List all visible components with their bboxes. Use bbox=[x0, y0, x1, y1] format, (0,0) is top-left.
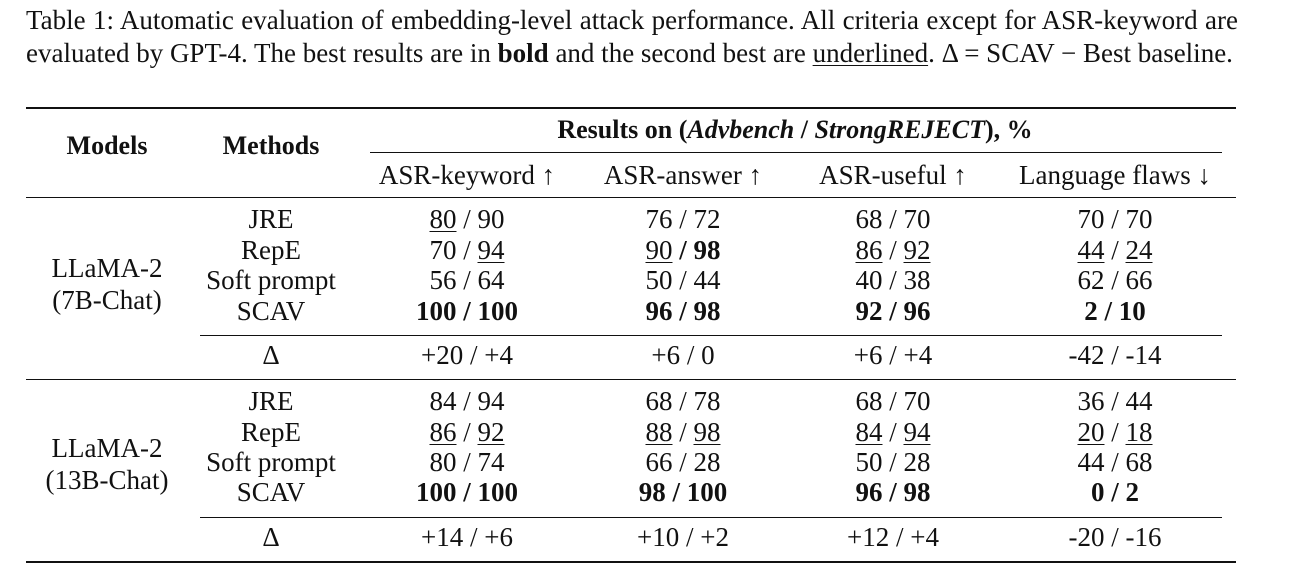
result-cell bbox=[1084, 296, 1146, 327]
advbench-value: 68 bbox=[855, 386, 883, 416]
result-cell bbox=[429, 265, 504, 296]
delta-cell: +20 / +4 bbox=[421, 340, 513, 370]
result-cell bbox=[429, 386, 504, 417]
strongreject-value: 44 bbox=[1125, 386, 1153, 416]
result-cell bbox=[855, 265, 930, 296]
strongreject-value: 28 bbox=[903, 447, 931, 477]
delta-cell: +6 / 0 bbox=[651, 340, 715, 370]
strongreject-value: 94 bbox=[477, 386, 505, 416]
advbench-value: 100 bbox=[415, 477, 457, 507]
value-separator: / bbox=[456, 447, 478, 477]
advbench-value: 2 bbox=[1084, 296, 1098, 326]
strongreject-value: 90 bbox=[477, 204, 505, 234]
header-bottom-rule bbox=[26, 197, 1236, 198]
advbench-value: 80 bbox=[429, 447, 457, 477]
bottom-rule bbox=[26, 561, 1236, 563]
strongreject-value: 92 bbox=[903, 235, 931, 265]
value-separator: / bbox=[672, 296, 694, 326]
strongreject-value: 96 bbox=[903, 296, 931, 326]
model-name: LLaMA-2 bbox=[51, 253, 163, 283]
advbench-value: 56 bbox=[429, 265, 457, 295]
result-cell bbox=[416, 477, 518, 508]
result-cell bbox=[645, 417, 720, 448]
advbench-value: 44 bbox=[1077, 235, 1105, 265]
strongreject-value: 44 bbox=[693, 265, 721, 295]
advbench-value: 44 bbox=[1077, 447, 1105, 477]
strongreject-value: 92 bbox=[477, 417, 505, 447]
group1-delta-rule bbox=[200, 335, 1222, 336]
result-cell bbox=[855, 386, 930, 417]
advbench-value: 62 bbox=[1077, 265, 1105, 295]
advbench-value: 20 bbox=[1077, 417, 1105, 447]
model-variant: (13B-Chat) bbox=[45, 465, 169, 495]
results-dataset-advbench: Advbench bbox=[687, 115, 795, 144]
value-separator: / bbox=[1104, 235, 1126, 265]
advbench-value: 86 bbox=[855, 235, 883, 265]
result-cell bbox=[1077, 447, 1152, 478]
column-header: Language flaws ↓ bbox=[1019, 160, 1211, 190]
strongreject-value: 72 bbox=[693, 204, 721, 234]
strongreject-value: 70 bbox=[903, 204, 931, 234]
value-separator: / bbox=[1104, 417, 1126, 447]
value-separator: / bbox=[882, 477, 904, 507]
model-variant: (7B-Chat) bbox=[52, 285, 162, 315]
value-separator: / bbox=[672, 447, 694, 477]
results-suffix: ), % bbox=[984, 115, 1033, 144]
strongreject-value: 70 bbox=[1125, 204, 1153, 234]
result-cell bbox=[429, 204, 504, 235]
value-separator: / bbox=[1097, 296, 1119, 326]
result-cell bbox=[855, 204, 930, 235]
result-cell bbox=[1077, 265, 1152, 296]
value-separator: / bbox=[882, 265, 904, 295]
value-separator: / bbox=[456, 265, 478, 295]
strongreject-value: 98 bbox=[693, 296, 721, 326]
value-separator: / bbox=[882, 296, 904, 326]
strongreject-value: 68 bbox=[1125, 447, 1153, 477]
column-header: ASR-useful ↑ bbox=[819, 160, 967, 190]
model-name: LLaMA-2 bbox=[51, 433, 163, 463]
value-separator: / bbox=[672, 235, 694, 265]
result-cell bbox=[645, 447, 720, 478]
value-separator: / bbox=[456, 235, 478, 265]
strongreject-value: 66 bbox=[1125, 265, 1153, 295]
value-separator: / bbox=[456, 296, 478, 326]
strongreject-value: 70 bbox=[903, 386, 931, 416]
strongreject-value: 28 bbox=[693, 447, 721, 477]
value-separator: / bbox=[456, 204, 478, 234]
advbench-value: 96 bbox=[645, 296, 673, 326]
value-separator: / bbox=[882, 386, 904, 416]
strongreject-value: 38 bbox=[903, 265, 931, 295]
advbench-value: 70 bbox=[1077, 204, 1105, 234]
strongreject-value: 98 bbox=[903, 477, 931, 507]
result-cell bbox=[855, 447, 930, 478]
header-results bbox=[557, 114, 1032, 145]
strongreject-value: 98 bbox=[693, 235, 721, 265]
method-name: Soft prompt bbox=[206, 447, 336, 477]
result-cell bbox=[1077, 204, 1152, 235]
advbench-value: 40 bbox=[855, 265, 883, 295]
value-separator: / bbox=[672, 265, 694, 295]
top-rule bbox=[26, 107, 1236, 109]
strongreject-value: 64 bbox=[477, 265, 505, 295]
result-cell bbox=[639, 477, 728, 508]
advbench-value: 50 bbox=[855, 447, 883, 477]
result-cell bbox=[1077, 235, 1152, 266]
result-cell bbox=[416, 296, 518, 327]
advbench-value: 0 bbox=[1090, 477, 1105, 507]
result-cell bbox=[645, 265, 720, 296]
strongreject-value: 100 bbox=[686, 477, 728, 507]
value-separator: / bbox=[882, 204, 904, 234]
method-name: JRE bbox=[248, 386, 294, 416]
advbench-value: 88 bbox=[645, 417, 673, 447]
result-cell bbox=[645, 235, 720, 266]
result-cell bbox=[429, 235, 504, 266]
caption-text-1: Table 1: Automatic evaluation of embedding-level attack performance. All criteria except for ASR-keyword are evaluated by GPT-4. The best results are in bbox=[26, 5, 1238, 68]
results-prefix: Results on ( bbox=[557, 115, 688, 144]
column-header: ASR-keyword ↑ bbox=[378, 160, 556, 190]
value-separator: / bbox=[672, 417, 694, 447]
value-separator: / bbox=[882, 417, 904, 447]
caption-underlined-word: underlined bbox=[812, 38, 929, 68]
caption-text-2: and the second best are bbox=[548, 38, 813, 68]
delta-cell: -20 / -16 bbox=[1068, 522, 1162, 552]
value-separator: / bbox=[672, 386, 694, 416]
method-name: RepE bbox=[241, 417, 301, 447]
result-cell bbox=[855, 235, 930, 266]
value-separator: / bbox=[456, 386, 478, 416]
value-separator: / bbox=[1104, 265, 1126, 295]
advbench-value: 90 bbox=[645, 235, 673, 265]
model-label bbox=[52, 252, 163, 316]
value-separator: / bbox=[456, 477, 478, 507]
strongreject-value: 18 bbox=[1125, 417, 1153, 447]
advbench-value: 68 bbox=[645, 386, 673, 416]
method-name: JRE bbox=[248, 204, 294, 234]
value-separator: / bbox=[882, 235, 904, 265]
value-separator: / bbox=[1104, 386, 1126, 416]
strongreject-value: 94 bbox=[903, 417, 931, 447]
advbench-value: 92 bbox=[855, 296, 883, 326]
strongreject-value: 94 bbox=[477, 235, 505, 265]
advbench-value: 66 bbox=[645, 447, 673, 477]
result-cell bbox=[1077, 417, 1152, 448]
advbench-value: 50 bbox=[645, 265, 673, 295]
value-separator: / bbox=[456, 417, 478, 447]
delta-label: Δ bbox=[262, 340, 280, 370]
delta-cell: +6 / +4 bbox=[853, 340, 933, 370]
results-dataset-strongreject: StrongREJECT bbox=[814, 115, 985, 144]
delta-cell: +14 / +6 bbox=[421, 522, 513, 552]
results-subrule bbox=[370, 152, 1222, 153]
group-separator-rule bbox=[26, 379, 1236, 380]
result-cell bbox=[645, 204, 720, 235]
strongreject-value: 100 bbox=[477, 477, 519, 507]
advbench-value: 96 bbox=[855, 477, 883, 507]
strongreject-value: 98 bbox=[693, 417, 721, 447]
result-cell bbox=[429, 417, 504, 448]
value-separator: / bbox=[1104, 204, 1126, 234]
delta-cell: +12 / +4 bbox=[847, 522, 939, 552]
value-separator: / bbox=[1104, 447, 1126, 477]
caption-bold-word: bold bbox=[497, 38, 549, 68]
advbench-value: 80 bbox=[429, 204, 457, 234]
table-caption bbox=[26, 4, 1238, 70]
advbench-value: 84 bbox=[855, 417, 883, 447]
group2-delta-rule bbox=[200, 517, 1222, 518]
column-header: ASR-answer ↑ bbox=[603, 160, 763, 190]
value-separator: / bbox=[882, 447, 904, 477]
delta-cell: +10 / +2 bbox=[637, 522, 729, 552]
advbench-value: 86 bbox=[429, 417, 457, 447]
advbench-value: 100 bbox=[415, 296, 457, 326]
caption-text-3: . Δ = SCAV − Best baseline. bbox=[928, 38, 1233, 68]
result-cell bbox=[429, 447, 504, 478]
result-cell bbox=[855, 477, 930, 508]
advbench-value: 84 bbox=[429, 386, 457, 416]
advbench-value: 76 bbox=[645, 204, 673, 234]
method-name: SCAV bbox=[236, 296, 306, 326]
result-cell bbox=[855, 417, 930, 448]
advbench-value: 70 bbox=[429, 235, 457, 265]
value-separator: / bbox=[672, 204, 694, 234]
header-models: Models bbox=[66, 131, 148, 160]
advbench-value: 68 bbox=[855, 204, 883, 234]
delta-cell: -42 / -14 bbox=[1068, 340, 1162, 370]
result-cell bbox=[855, 296, 930, 327]
strongreject-value: 100 bbox=[477, 296, 519, 326]
delta-label: Δ bbox=[262, 522, 280, 552]
strongreject-value: 2 bbox=[1125, 477, 1140, 507]
advbench-value: 98 bbox=[638, 477, 666, 507]
header-methods: Methods bbox=[222, 131, 320, 160]
strongreject-value: 24 bbox=[1125, 235, 1153, 265]
strongreject-value: 10 bbox=[1118, 296, 1146, 326]
result-cell bbox=[645, 296, 720, 327]
strongreject-value: 78 bbox=[693, 386, 721, 416]
value-separator: / bbox=[665, 477, 687, 507]
result-cell bbox=[1091, 477, 1139, 508]
method-name: RepE bbox=[241, 235, 301, 265]
value-separator: / bbox=[1104, 477, 1126, 507]
result-cell bbox=[1077, 386, 1152, 417]
method-name: Soft prompt bbox=[206, 265, 336, 295]
results-sep: / bbox=[794, 115, 815, 144]
method-name: SCAV bbox=[236, 477, 306, 507]
strongreject-value: 74 bbox=[477, 447, 505, 477]
advbench-value: 36 bbox=[1077, 386, 1105, 416]
result-cell bbox=[645, 386, 720, 417]
model-label bbox=[46, 432, 169, 496]
